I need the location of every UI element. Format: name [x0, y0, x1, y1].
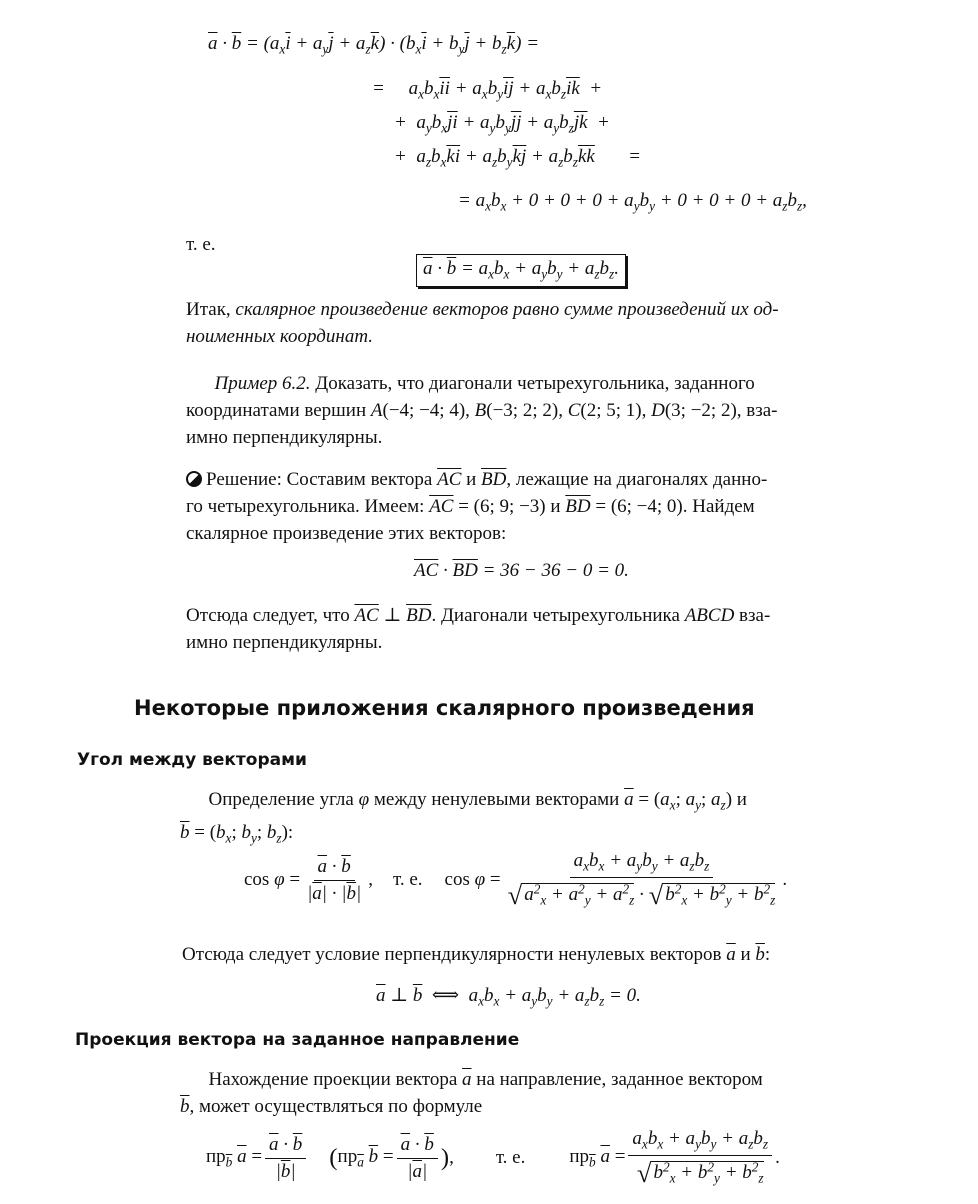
projection-text: Нахождение проекции вектора $\overline{a}$ на направление, заданное вектором $\overline{b}$, может осуществляться по формуле	[180, 1069, 763, 1117]
te-label: т. е.	[186, 234, 216, 255]
cos-angle-formula: cos φ = $\frac{\overline{a} \cdot \overline{b}}{|\overline{a}| \cdot |\overline{b}|}$ , т. е. cos φ = $\frac{a_xb_x + a_yb_y + a_zb_z}{√ a^2_x + a^2_y + a^2_z \cdot √ b^2_x + b^2_y + b^2_z}$ .	[244, 850, 788, 910]
angle-definition: Определение угла φ между ненулевыми векторами $\overline{a} = (a_x$; $a_y$; $a_z$) и $\overline{b} = (b_x$; $b_y$; $b_z$):	[180, 789, 747, 846]
eq-expansion-line-3: + $a_zb_x\overline{ki} + a_zb_y\overline{kj} + a_zb_z\overline{kk}$ =	[394, 146, 641, 170]
eq-expansion-result: = $a_xb_x + 0 + 0 + 0 + a_yb_y + 0 + 0 + 0 + a_zb_z$,	[458, 190, 807, 214]
boxed-dot-product-formula: $\overline{a} \cdot \overline{b} = a_xb_x + a_yb_y + a_zb_z$.	[416, 254, 626, 287]
projection-te-label: т. е.	[495, 1147, 526, 1169]
eq-expansion-line-1: = $a_xb_x\overline{ii} + a_xb_y\overline{ij} + a_xb_z\overline{ik}$ +	[372, 78, 603, 102]
perpendicular-condition-equation: $\overline{a}$ ⊥ $\overline{b}$ ⟺ $a_xb_x + a_yb_y + a_zb_z = 0$.	[376, 985, 641, 1009]
solution-equation: $\overline{AC} \cdot \overline{BD} = 36 - 36 - 0 = 0$.	[414, 560, 629, 581]
eq-dot-product-expansion: $\overline{a} \cdot \overline{b} = (a_x\overline{i} + a_y\overline{j} + a_z\overline{k}) \cdot (b_x\overline{i} + b_y\overline{j} + b_z\overline{k})$ =	[208, 33, 540, 57]
example-label: Пример 6.2.	[214, 373, 311, 394]
section-heading: Некоторые приложения скалярного произведения	[134, 696, 755, 720]
conclusion-paragraph: Итак, скалярное произведение векторов равно сумме произведений их од- ноименных координат.	[186, 299, 779, 347]
subsection-projection-heading: Проекция вектора на заданное направление	[75, 1030, 520, 1050]
angle-te-label: т. е.	[392, 869, 423, 891]
solution-marker-icon	[186, 471, 202, 487]
subsection-angle-heading: Угол между векторами	[77, 750, 307, 770]
projection-formula: $пр_{\overline{b}}$ $\overline{a}$ = $\frac{\overline{a} \cdot \overline{b}}{|\overline{b}|}$ ( $пр_{\overline{a}}$ $\overline{b}$ = $\frac{\overline{a} \cdot \overline{b}}{|\overline{a}|}$ ) , т. е. $пр_{\overline{b}}$ $\overline{a}$ = $\frac{a_xb_x + a_yb_y + a_zb_z}{√ b^2_x + b^2_y + b^2_z}$ .	[206, 1128, 780, 1188]
solution-conclusion: Отсюда следует, что $\overline{AC}$ ⊥ $\overline{BD}$. Диагонали четырехугольника ABCD вза- имно перпендикулярны.	[186, 605, 771, 653]
perpendicular-condition-text: Отсюда следует условие перпендикулярности ненулевых векторов $\overline{a}$ и $\overline{b}$:	[182, 944, 771, 965]
eq-expansion-line-2: + $a_yb_x\overline{ji} + a_yb_y\overline{jj} + a_yb_z\overline{jk}$ +	[394, 112, 610, 136]
example-6-2: Пример 6.2. Доказать, что диагонали четырехугольника, заданного координатами вершин A(−4; −4; 4), B(−3; 2; 2), C(2; 5; 1), D(3; −2; 2), вза- имно перпендикулярны.	[186, 373, 778, 448]
solution-paragraph: Решение: Составим вектора $\overline{AC}$ и $\overline{BD}$, лежащие на диагоналях данно- го четырехугольника. Имеем: $\overline{AC} = (6$; 9; −3) и $\overline{BD} = (6$; −4; 0). Найдем скалярное произведение этих векторов:	[186, 469, 768, 544]
